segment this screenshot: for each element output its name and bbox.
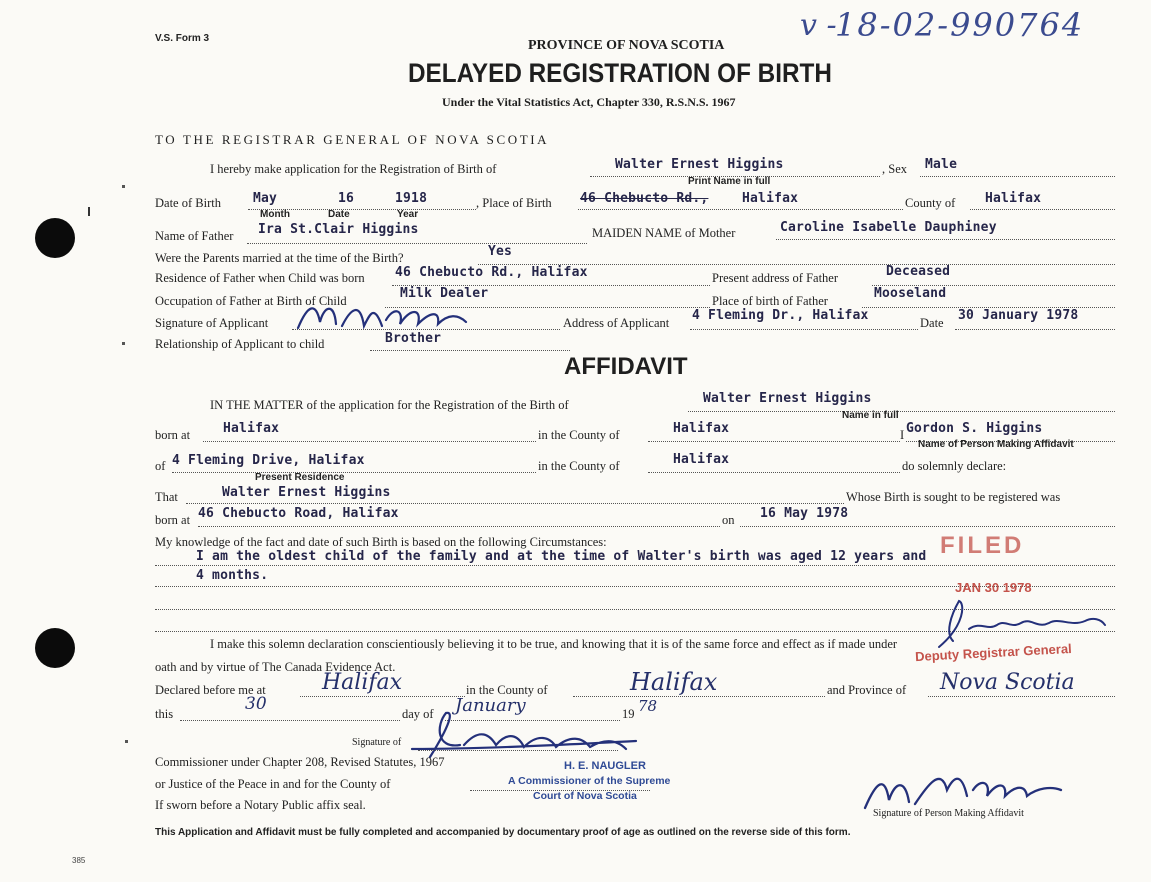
- mother-label: MAIDEN NAME of Mother: [592, 226, 736, 240]
- county-born-value: Halifax: [673, 421, 730, 436]
- present-address-label: Present address of Father: [712, 271, 839, 285]
- residence-label: Residence of Father when Child was born: [155, 271, 365, 285]
- of-label: of: [155, 459, 166, 473]
- date-label: Date: [920, 316, 944, 330]
- applicant-address-value: 4 Fleming Dr., Halifax: [692, 308, 869, 323]
- footer-note: This Application and Affidavit must be fully completed and accompanied by documentary proof of age as outlined on the reverse side of this form.: [155, 827, 851, 838]
- affiant-signature: [855, 760, 1075, 815]
- registration-number: 18-02-990764: [835, 6, 1085, 44]
- margin-mark: [122, 185, 125, 188]
- signature-applicant-label: Signature of Applicant: [155, 316, 269, 330]
- affidavit-title: AFFIDAVIT: [564, 353, 688, 380]
- affiant-name-value: Gordon S. Higgins: [906, 421, 1043, 436]
- margin-mark: [122, 342, 125, 345]
- document-subtitle: Under the Vital Statistics Act, Chapter 330, R.S.N.S. 1967: [442, 95, 736, 109]
- to-registrar-line: TO THE REGISTRAR GENERAL OF NOVA SCOTIA: [155, 132, 550, 147]
- married-label: Were the Parents married at the time of the Birth?: [155, 251, 404, 265]
- declared-before-label: Declared before me at: [155, 683, 266, 697]
- place-struck-value: 46 Chebucto Rd.,: [580, 191, 709, 206]
- child-name-value: Walter Ernest Higgins: [615, 157, 784, 172]
- day-of-label: day of: [402, 707, 434, 721]
- whose-birth-label: Whose Birth is sought to be registered was: [846, 490, 1061, 504]
- in-county-label-2: in the County of: [538, 459, 620, 473]
- year-caption: Year: [397, 209, 419, 220]
- knowledge-label: My knowledge of the fact and date of such Birth is based on the following Circumstances:: [155, 535, 607, 549]
- born-at-value: Halifax: [223, 421, 280, 436]
- dob-year-value: 1918: [395, 191, 428, 206]
- declared-county-value: Halifax: [630, 668, 718, 696]
- filed-date-stamp: JAN 30 1978: [955, 580, 1032, 595]
- dob-month-value: May: [253, 191, 278, 206]
- dob-date-value: 16: [338, 191, 355, 206]
- name-in-full-caption: Name in full: [842, 410, 899, 421]
- affidavit-child-name-value: Walter Ernest Higgins: [703, 391, 872, 406]
- county-label: County of: [905, 196, 956, 210]
- mother-name-value: Caroline Isabelle Dauphiney: [780, 220, 997, 235]
- margin-mark: [125, 740, 128, 743]
- circumstances-line-1: I am the oldest child of the family and at the time of Walter's birth was aged 12 years and: [196, 549, 927, 564]
- birth-place-value: 46 Chebucto Road, Halifax: [198, 506, 399, 521]
- residence-county-value: Halifax: [673, 452, 730, 467]
- on-label: on: [722, 513, 735, 527]
- punch-hole-top: [35, 218, 75, 258]
- place-city-value: Halifax: [742, 191, 799, 206]
- father-name-value: Ira St.Clair Higgins: [258, 222, 419, 237]
- commissioner-label: Commissioner under Chapter 208, Revised Statutes, 1967: [155, 755, 445, 769]
- notary-label: If sworn before a Notary Public affix seal.: [155, 798, 366, 812]
- that-name-value: Walter Ernest Higgins: [222, 485, 391, 500]
- solemn-declaration-line-2: oath and by virtue of The Canada Evidence Act.: [155, 660, 396, 674]
- father-label: Name of Father: [155, 229, 234, 243]
- declared-province-value: Nova Scotia: [940, 670, 1075, 695]
- month-caption: Month: [260, 209, 290, 220]
- footer-code: 385: [72, 856, 86, 865]
- justice-label: or Justice of the Peace in and for the County of: [155, 777, 391, 791]
- applicant-signature: [290, 296, 480, 336]
- signature-of-caption: Signature of: [352, 737, 402, 748]
- occupation-label: Occupation of Father at Birth of Child: [155, 294, 347, 308]
- circumstances-line-2: 4 months.: [196, 568, 269, 583]
- margin-mark: [88, 207, 90, 216]
- applicant-address-label: Address of Applicant: [563, 316, 670, 330]
- solemn-declaration-line-1: I make this solemn declaration conscientiously believing it to be true, and knowing that it is of the same force and effect as if made under: [210, 637, 898, 651]
- county-value: Halifax: [985, 191, 1042, 206]
- province-label: and Province of: [827, 683, 907, 697]
- commissioner-name-stamp: H. E. NAUGLER: [564, 760, 646, 772]
- date-caption: Date: [328, 209, 350, 220]
- born-at-label-2: born at: [155, 513, 191, 527]
- commissioner-title-stamp: A Commissioner of the Supreme: [508, 775, 671, 787]
- commissioner-court-stamp: Court of Nova Scotia: [533, 790, 637, 802]
- in-county-label: in the County of: [538, 428, 620, 442]
- sex-label: , Sex: [882, 162, 907, 176]
- born-at-label: born at: [155, 428, 191, 442]
- month-value: January: [455, 695, 526, 716]
- print-name-caption: Print Name in full: [688, 176, 771, 187]
- present-residence-caption: Present Residence: [255, 472, 345, 483]
- relationship-label: Relationship of Applicant to child: [155, 337, 325, 351]
- declared-at-value: Halifax: [322, 670, 403, 695]
- relationship-value: Brother: [385, 331, 442, 346]
- deputy-registrar-stamp: Deputy Registrar General: [914, 640, 1073, 665]
- i-label: I: [900, 428, 905, 442]
- father-birthplace-value: Mooseland: [874, 286, 947, 301]
- matter-label: IN THE MATTER of the application for the Registration of the Birth of: [210, 398, 569, 412]
- person-affidavit-caption: Name of Person Making Affidavit: [918, 439, 1074, 450]
- declare-label: do solemnly declare:: [902, 459, 1007, 473]
- this-label: this: [155, 707, 174, 721]
- filed-stamp: FILED: [940, 532, 1025, 559]
- place-label: , Place of Birth: [476, 196, 552, 210]
- father-birthplace-label: Place of birth of Father: [712, 294, 828, 308]
- year-suffix-value: 78: [638, 697, 658, 715]
- present-address-value: Deceased: [886, 264, 951, 279]
- punch-hole-bottom: [35, 628, 75, 668]
- form-number: V.S. Form 3: [155, 33, 210, 44]
- affiant-residence-value: 4 Fleming Drive, Halifax: [172, 453, 365, 468]
- document-title: DELAYED REGISTRATION OF BIRTH: [408, 58, 832, 88]
- dob-label: Date of Birth: [155, 196, 221, 210]
- residence-value: 46 Chebucto Rd., Halifax: [395, 265, 588, 280]
- declared-county-label: in the County of: [466, 683, 548, 697]
- year-prefix-label: 19: [622, 707, 635, 721]
- birth-date-value: 16 May 1978: [760, 506, 849, 521]
- occupation-value: Milk Dealer: [400, 286, 489, 301]
- affiant-signature-caption: Signature of Person Making Affidavit: [873, 808, 1024, 819]
- that-label: That: [155, 490, 178, 504]
- registration-prefix: v -: [800, 8, 837, 43]
- day-value: 30: [245, 694, 267, 714]
- sex-value: Male: [925, 157, 958, 172]
- province-heading: PROVINCE OF NOVA SCOTIA: [528, 38, 725, 53]
- apply-label: I hereby make application for the Registration of Birth of: [210, 162, 497, 176]
- application-date-value: 30 January 1978: [958, 308, 1079, 323]
- married-value: Yes: [488, 244, 513, 259]
